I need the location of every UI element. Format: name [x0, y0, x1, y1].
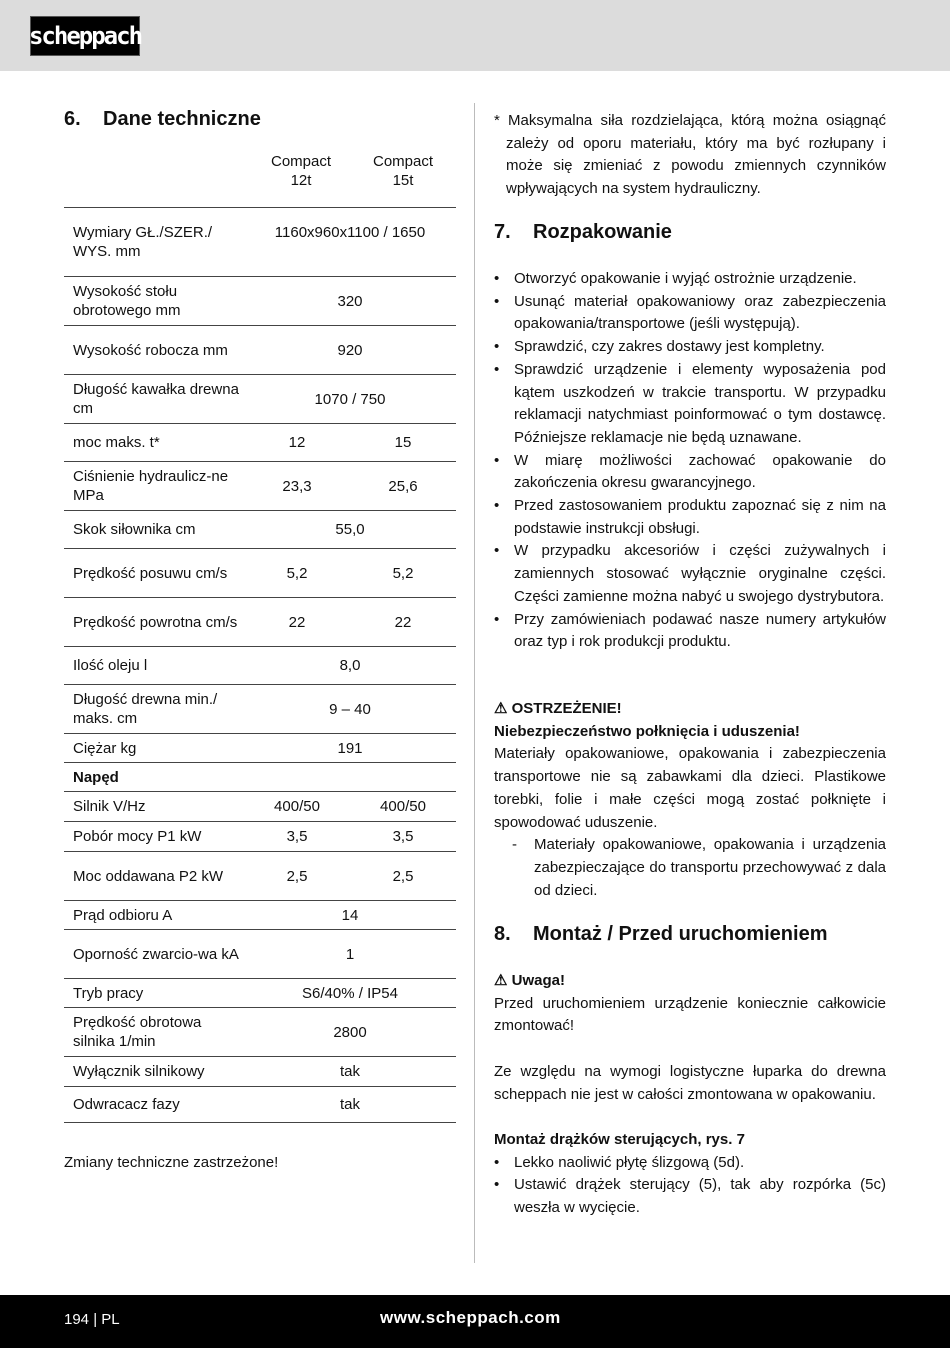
- table-row: [64, 598, 456, 647]
- row-value-12t: 2,5: [244, 852, 350, 901]
- row-label: Wysokość robocza mm: [64, 326, 244, 375]
- page-number: 194 | PL: [64, 1311, 120, 1328]
- table-row: [64, 208, 456, 277]
- list-item: • Ustawić drążek sterujący (5), tak aby rozpórka (5c) weszła w wycięcie.: [494, 1174, 886, 1219]
- list-item: • Otworzyć opakowanie i wyjąć ostrożnie urządzenie.: [494, 268, 886, 291]
- warning-dash-item: - Materiały opakowaniowe, opakowania i urządzenia zabezpieczające do transportu przechowywać z dala od dzieci.: [512, 836, 886, 899]
- section-7-heading: 7. Rozpakowanie: [494, 221, 672, 243]
- table-row: [64, 549, 456, 598]
- row-label: Prędkość obrotowa silnika 1/min: [64, 1008, 244, 1057]
- table-row: [64, 792, 456, 822]
- row-label: Wysokość stołu obrotowego mm: [64, 277, 244, 326]
- table-row: [64, 1008, 456, 1057]
- section-8-heading: 8. Montaż / Przed uruchomieniem: [494, 923, 828, 945]
- row-value: 55,0: [244, 511, 456, 549]
- row-label: Wymiary GŁ./SZER./ WYS. mm: [64, 208, 244, 277]
- row-value: 1160x960x1100 / 1650: [244, 208, 456, 277]
- row-value-12t: 5,2: [244, 549, 350, 598]
- row-value: tak: [244, 1057, 456, 1087]
- row-label: Długość kawałka drewna cm: [64, 375, 244, 424]
- warning-block: [494, 698, 886, 902]
- row-label: Ciężar kg: [64, 734, 244, 763]
- column-header-15t: Compact 15t: [372, 153, 434, 189]
- row-label: Wyłącznik silnikowy: [64, 1057, 244, 1087]
- row-value-15t: 400/50: [350, 792, 456, 822]
- warning-title: ⚠ OSTRZEŻENIE!: [494, 700, 622, 717]
- table-row: [64, 326, 456, 375]
- table-row: [64, 1087, 456, 1123]
- row-label: moc maks. t*: [64, 424, 244, 462]
- row-label: Prędkość powrotna cm/s: [64, 598, 244, 647]
- table-row: [64, 277, 456, 326]
- row-label: Napęd: [64, 763, 244, 792]
- section-6-heading: 6. Dane techniczne: [64, 108, 261, 130]
- page-header: [0, 0, 950, 71]
- list-item: • Usunąć materiał opakowaniowy oraz zabezpieczenia opakowania/transportowe (jeśli występują).: [494, 291, 886, 336]
- table-row: [64, 375, 456, 424]
- row-label: Ciśnienie hydraulicz-ne MPa: [64, 462, 244, 511]
- row-label: Prędkość posuwu cm/s: [64, 549, 244, 598]
- row-value-15t: 2,5: [350, 852, 456, 901]
- list-item: • Sprawdzić, czy zakres dostawy jest kompletny.: [494, 336, 886, 359]
- row-value-15t: 15: [350, 424, 456, 462]
- row-label: Oporność zwarcio-wa kA: [64, 930, 244, 979]
- table-row: [64, 511, 456, 549]
- row-value: 8,0: [244, 647, 456, 685]
- row-value: 1070 / 750: [244, 375, 456, 424]
- table-row: [64, 763, 456, 792]
- row-label: Skok siłownika cm: [64, 511, 244, 549]
- table-row: [64, 852, 456, 901]
- row-value-15t: 3,5: [350, 822, 456, 852]
- list-item: • W przypadku akcesoriów i części zużywalnych i zamiennych stosować wyłącznie oryginalne części. Części zamienne można nabyć u swojego dystrybutora.: [494, 540, 886, 608]
- row-label: Ilość oleju l: [64, 647, 244, 685]
- assembly-subheading: Montaż drążków sterujących, rys. 7: [494, 1130, 745, 1148]
- row-label: Odwracacz fazy: [64, 1087, 244, 1123]
- row-value: 320: [244, 277, 456, 326]
- table-row: [64, 734, 456, 763]
- warning-text: Materiały opakowaniowe, opakowania i zabezpieczenia transportowe nie są zabawkami dla dzieci. Plastikowe torebki, folie i małe części mogą zostać połknięte i spowodować uduszenie.: [494, 745, 886, 831]
- table-row: [64, 685, 456, 734]
- footnote: * Maksymalna siła rozdzielająca, którą można osiągnąć zależy od oporu materiału, który ma być rozłupany i może się zmieniać z powodu zmiennych czynników wpływających na system hydrauliczny.: [494, 112, 886, 198]
- row-label: Prąd odbioru A: [64, 901, 244, 930]
- row-value: 191: [244, 734, 456, 763]
- row-value-15t: 22: [350, 598, 456, 647]
- table-row: [64, 647, 456, 685]
- list-item: • W miarę możliwości zachować opakowanie do zakończenia okresu gwarancyjnego.: [494, 450, 886, 495]
- table-row: [64, 1057, 456, 1087]
- row-value: 2800: [244, 1008, 456, 1057]
- row-value: 1: [244, 930, 456, 979]
- tech-data-table: [64, 207, 456, 1123]
- column-header-12t: Compact 12t: [270, 153, 332, 189]
- scheppach-logo: scheppach: [30, 16, 140, 56]
- caution-block: [494, 970, 886, 1220]
- unpacking-list: [494, 268, 886, 654]
- column-divider: [474, 103, 475, 1263]
- table-row: [64, 424, 456, 462]
- table-row: [64, 930, 456, 979]
- row-value-15t: 5,2: [350, 549, 456, 598]
- row-value-12t: 12: [244, 424, 350, 462]
- table-row: [64, 822, 456, 852]
- warning-subtitle: Niebezpieczeństwo połknięcia i uduszenia!: [494, 722, 800, 740]
- list-item: • Lekko naoliwić płytę ślizgową (5d).: [494, 1152, 886, 1175]
- logistics-paragraph: Ze względu na wymogi logistyczne łuparka do drewna scheppach nie jest w całości zmontowana w opakowaniu.: [494, 1062, 886, 1103]
- row-value-12t: 22: [244, 598, 350, 647]
- website-link[interactable]: www.scheppach.com: [380, 1308, 561, 1327]
- caution-text: Przed uruchomieniem urządzenie koniecznie całkowicie zmontować!: [494, 994, 886, 1035]
- changes-note: Zmiany techniczne zastrzeżone!: [64, 1154, 279, 1171]
- list-item: • Przed zastosowaniem produktu zapoznać się z nim na podstawie instrukcji obsługi.: [494, 495, 886, 540]
- table-row: [64, 979, 456, 1008]
- row-value: 14: [244, 901, 456, 930]
- row-value: tak: [244, 1087, 456, 1123]
- page-footer: [0, 1295, 950, 1348]
- row-value-12t: 3,5: [244, 822, 350, 852]
- row-value-12t: 23,3: [244, 462, 350, 511]
- row-label: Długość drewna min./ maks. cm: [64, 685, 244, 734]
- row-label: Pobór mocy P1 kW: [64, 822, 244, 852]
- row-value-12t: 400/50: [244, 792, 350, 822]
- row-label: Moc oddawana P2 kW: [64, 852, 244, 901]
- caution-title: ⚠ Uwaga!: [494, 972, 565, 989]
- table-row: [64, 462, 456, 511]
- row-value: 920: [244, 326, 456, 375]
- table-row: [64, 901, 456, 930]
- row-value-15t: 25,6: [350, 462, 456, 511]
- row-label: Tryb pracy: [64, 979, 244, 1008]
- row-value: 9 – 40: [244, 685, 456, 734]
- list-item: • Przy zamówieniach podawać nasze numery artykułów oraz typ i rok produkcji produktu.: [494, 609, 886, 654]
- list-item: • Sprawdzić urządzenie i elementy wyposażenia pod kątem uszkodzeń w trakcie transportu. W przypadku reklamacji natychmiast poinformować o tym dostawcę. Późniejsze reklamacje nie będą uznawane.: [494, 359, 886, 450]
- row-value: S6/40% / IP54: [244, 979, 456, 1008]
- row-label: Silnik V/Hz: [64, 792, 244, 822]
